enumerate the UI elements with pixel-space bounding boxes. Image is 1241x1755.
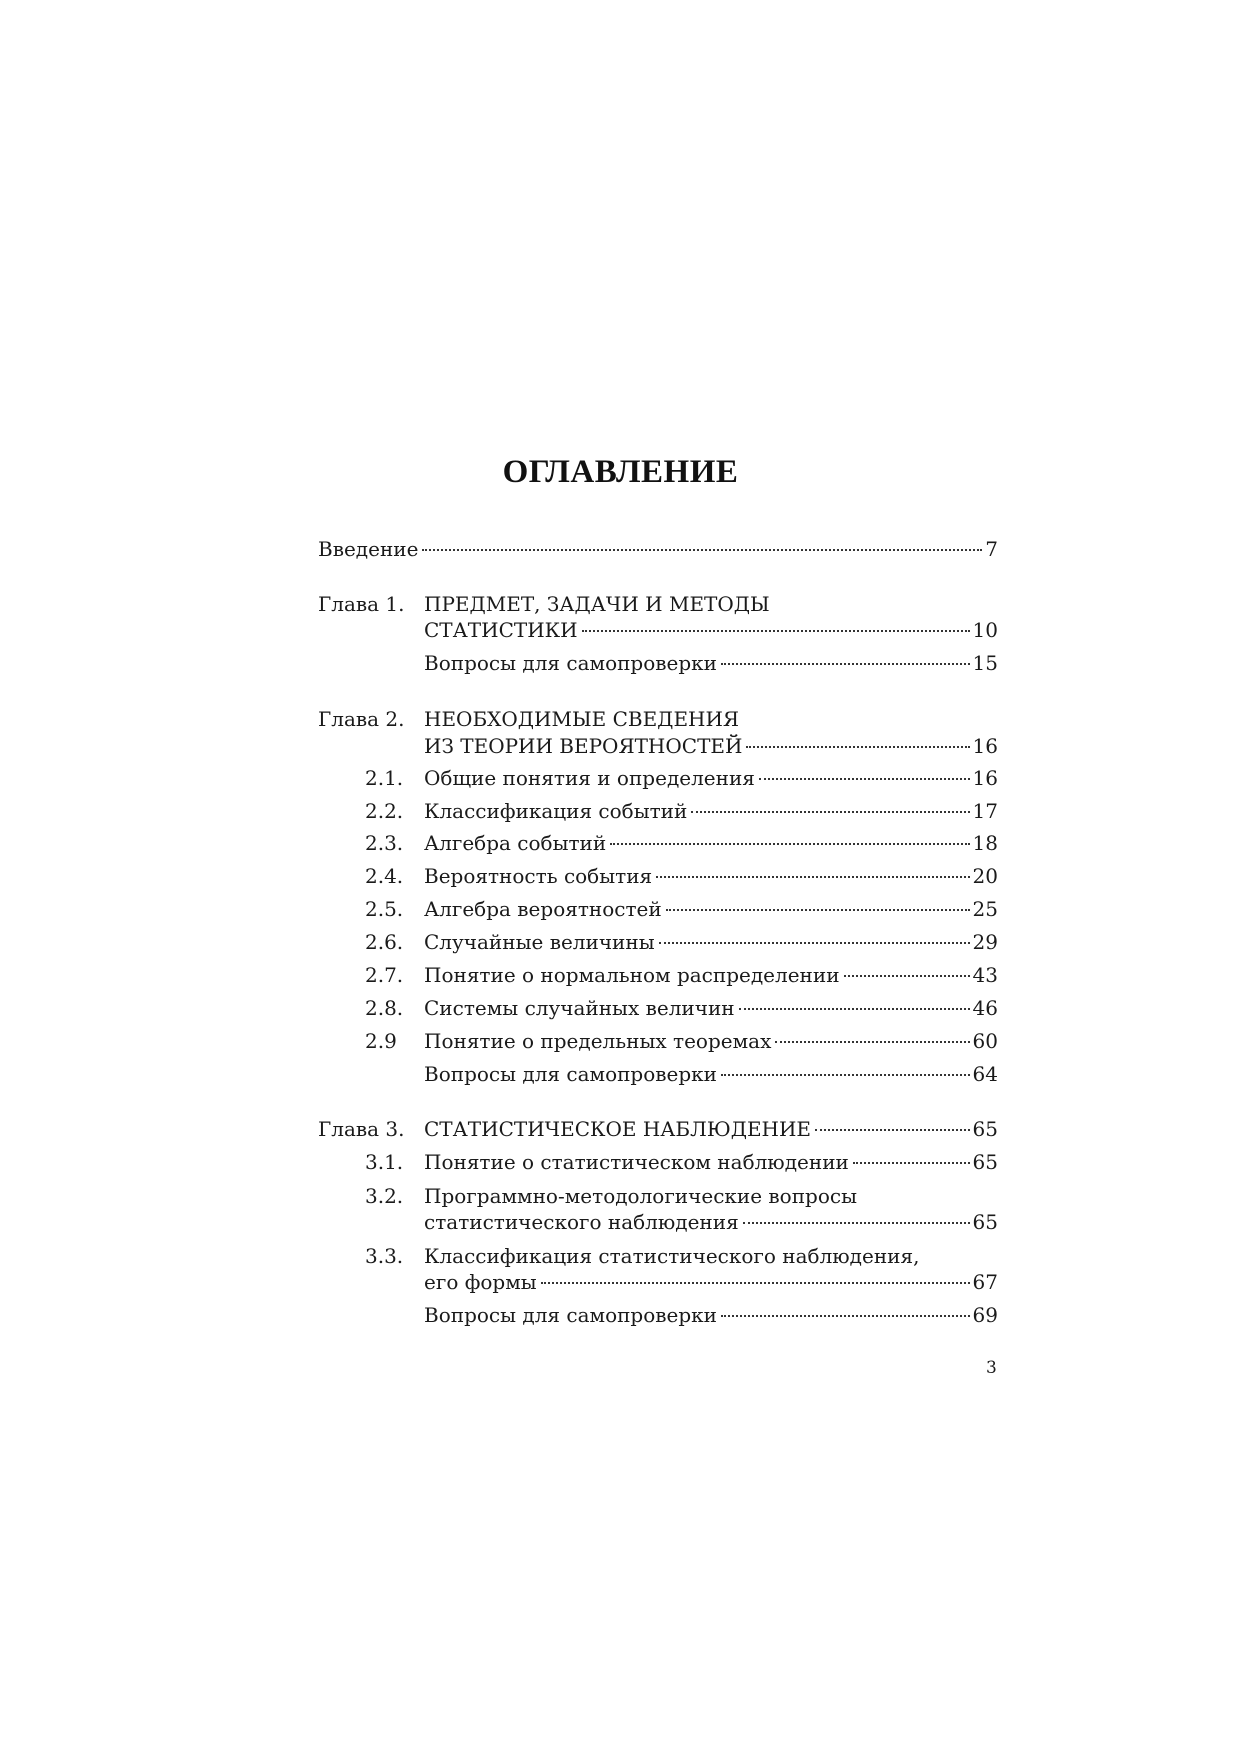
chapter-title-line: ПРЕДМЕТ, ЗАДАЧИ И МЕТОДЫ: [424, 592, 770, 616]
toc-page-number: 65: [972, 1210, 998, 1234]
toc-page-number: 20: [972, 864, 998, 888]
toc-entry-title: Случайные величины: [424, 930, 655, 954]
dot-leader: [541, 1282, 970, 1284]
toc-entry-title: Вопросы для самопроверки: [424, 651, 718, 675]
toc-entry-title: Алгебра событий: [424, 831, 607, 855]
dot-leader: [844, 975, 970, 977]
toc-page-number: 15: [972, 651, 998, 675]
section-number: 3.1.: [365, 1150, 404, 1174]
dot-leader: [721, 1315, 970, 1317]
toc-entry-title: Общие понятия и определения: [424, 766, 755, 790]
toc-page-number: 65: [972, 1117, 998, 1141]
page-number: 3: [986, 1358, 997, 1378]
dot-leader: [721, 663, 970, 665]
chapter-number: Глава 2.: [318, 707, 405, 731]
section-number: 3.2.: [365, 1184, 404, 1208]
section-number: 2.5.: [365, 897, 404, 921]
section-number: 2.4.: [365, 864, 404, 888]
toc-chapter-3-questions: [318, 1300, 998, 1330]
toc-entry-title: статистического наблюдения: [424, 1210, 739, 1234]
toc-section-2-9: [318, 1026, 998, 1056]
dot-leader: [691, 811, 969, 813]
toc-page-number: 46: [972, 996, 998, 1020]
toc-page-number: 16: [972, 734, 998, 758]
toc-entry-title: Вероятность события: [424, 864, 653, 888]
toc-entry-title: Вопросы для самопроверки: [424, 1062, 718, 1086]
page-title: ОГЛАВЛЕНИЕ: [502, 454, 739, 490]
toc-section-3-3: [318, 1267, 998, 1297]
section-title-line: Программно-методологические вопросы: [424, 1184, 858, 1208]
toc-page-number: 64: [972, 1062, 998, 1086]
section-number: 2.3.: [365, 831, 404, 855]
toc-entry-title: ИЗ ТЕОРИИ ВЕРОЯТНОСТЕЙ: [424, 734, 743, 758]
dot-leader: [721, 1074, 970, 1076]
chapter-title-line: НЕОБХОДИМЫЕ СВЕДЕНИЯ: [424, 707, 740, 731]
section-number: 2.2.: [365, 799, 404, 823]
dot-leader: [739, 1008, 970, 1010]
toc-entry-title: Понятие о статистическом наблюдении: [424, 1150, 849, 1174]
toc-section-2-3: [318, 828, 998, 858]
toc-page-number: 17: [972, 799, 998, 823]
toc-page-number: 16: [972, 766, 998, 790]
section-number: 2.7.: [365, 963, 404, 987]
toc-chapter-2: [318, 731, 998, 761]
dot-leader: [659, 942, 970, 944]
section-number: 2.1.: [365, 766, 404, 790]
dot-leader: [743, 1222, 970, 1224]
toc-entry-title: Понятие о нормальном распределении: [424, 963, 840, 987]
toc-chapter-2-heading: [318, 704, 998, 734]
toc-page-number: 29: [972, 930, 998, 954]
toc-section-3-1: [318, 1147, 998, 1177]
section-number: 2.8.: [365, 996, 404, 1020]
dot-leader: [666, 909, 970, 911]
toc-entry-title: его формы: [424, 1270, 537, 1294]
dot-leader: [610, 843, 969, 845]
toc-chapter-1-questions: [318, 648, 998, 678]
toc-entry-intro: [318, 534, 998, 564]
toc-section-2-4: [318, 861, 998, 891]
toc-page-number: 67: [972, 1270, 998, 1294]
toc-page-number: 10: [972, 618, 998, 642]
toc-page-number: 43: [972, 963, 998, 987]
dot-leader: [422, 549, 982, 551]
toc-entry-title: Введение: [318, 537, 419, 561]
toc-section-2-6: [318, 927, 998, 957]
toc-page-number: 60: [972, 1029, 998, 1053]
dot-leader: [759, 778, 970, 780]
toc-chapter-1: [318, 615, 998, 645]
toc-page-number: 25: [972, 897, 998, 921]
toc-page-number: 69: [972, 1303, 998, 1327]
toc-section-2-7: [318, 960, 998, 990]
toc-page-number: 65: [972, 1150, 998, 1174]
section-number: 3.3.: [365, 1244, 404, 1268]
dot-leader: [775, 1041, 969, 1043]
toc-section-3-2: [318, 1207, 998, 1237]
toc-entry-title: СТАТИСТИКИ: [424, 618, 578, 642]
section-number: 2.6.: [365, 930, 404, 954]
dot-leader: [815, 1129, 970, 1131]
dot-leader: [853, 1162, 970, 1164]
section-title-line: Классификация статистического наблюдения,: [424, 1244, 920, 1268]
toc-section-2-2: [318, 796, 998, 826]
toc-section-2-5: [318, 894, 998, 924]
chapter-number: Глава 1.: [318, 592, 405, 616]
dot-leader: [582, 630, 970, 632]
dot-leader: [656, 876, 969, 878]
dot-leader: [746, 746, 969, 748]
chapter-number: Глава 3.: [318, 1117, 405, 1141]
toc-section-2-1: [318, 763, 998, 793]
toc-chapter-3: [318, 1114, 998, 1144]
section-number: 2.9: [365, 1029, 397, 1053]
toc-section-2-8: [318, 993, 998, 1023]
toc-entry-title: Понятие о предельных теоремах: [424, 1029, 772, 1053]
toc-chapter-2-questions: [318, 1059, 998, 1089]
toc-page-number: 7: [985, 537, 998, 561]
toc-entry-title: Алгебра вероятностей: [424, 897, 662, 921]
toc-entry-title: СТАТИСТИЧЕСКОЕ НАБЛЮДЕНИЕ: [424, 1117, 812, 1141]
toc-entry-title: Классификация событий: [424, 799, 688, 823]
toc-entry-title: Вопросы для самопроверки: [424, 1303, 718, 1327]
toc-entry-title: Системы случайных величин: [424, 996, 735, 1020]
toc-page-number: 18: [972, 831, 998, 855]
